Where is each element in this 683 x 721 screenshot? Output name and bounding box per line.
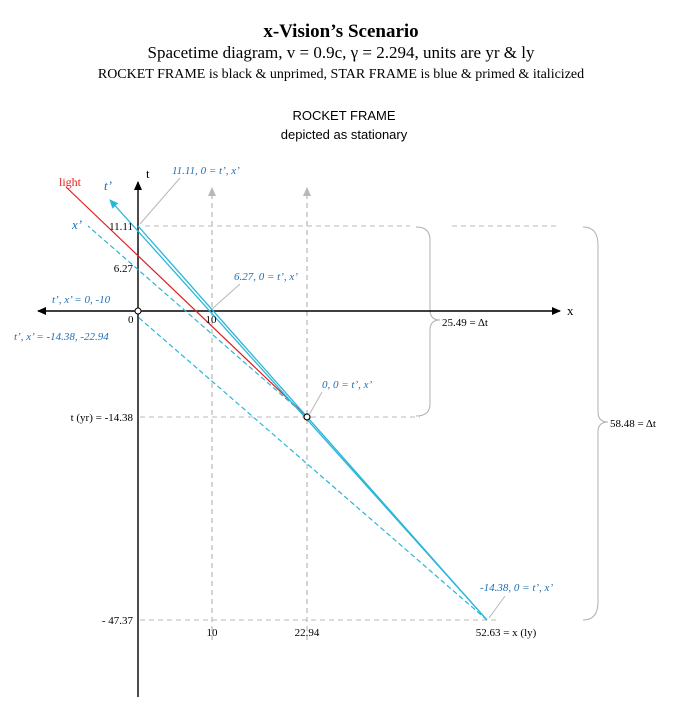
- t-tick-11-11: 11.11: [109, 221, 133, 233]
- x-tick-22-94: 22.94: [294, 627, 320, 639]
- star-line-to-11-11: [138, 226, 487, 620]
- diagram-subtitle: Spacetime diagram, v = 0.9c, γ = 2.294, units are yr & ly: [147, 43, 535, 62]
- frame-legend: ROCKET FRAME is black & unprimed, STAR FRAME is blue & primed & italicized: [97, 67, 585, 82]
- x-axis-crossing-10: 10: [205, 314, 217, 326]
- diagram-title: x-Vision’s Scenario: [263, 21, 419, 42]
- event-label-11-11: 11.11, 0 = t’, x’: [172, 165, 240, 177]
- t-axis-label: t: [146, 166, 150, 181]
- interval-label-58-48: 58.48 = Δt: [610, 418, 656, 430]
- event-label-0-0: 0, 0 = t’, x’: [322, 379, 373, 391]
- x-tick-10: 10: [206, 627, 218, 639]
- origin-label: 0: [128, 314, 134, 326]
- origin-event: [135, 308, 141, 314]
- leader-minus-14-38: [489, 596, 505, 618]
- t-tick-minus-14-38: t (yr) = -14.38: [70, 412, 133, 424]
- light-label: light: [59, 175, 82, 189]
- event-label-6-27: 6.27, 0 = t’, x’: [234, 271, 298, 283]
- stationary-label: depicted as stationary: [280, 127, 408, 142]
- brace-25-49: [416, 227, 440, 416]
- interval-label-25-49: 25.49 = Δt: [442, 317, 488, 329]
- rocket-frame-label: ROCKET FRAME: [292, 108, 396, 123]
- t-prime-label: t’: [104, 178, 112, 193]
- t-tick-minus-47-37: - 47.37: [101, 615, 133, 627]
- event-label-x-prime-minus-22-94: t’, x’ = -14.38, -22.94: [14, 331, 109, 343]
- brace-58-48: [583, 227, 608, 620]
- x-prime-axis: [88, 226, 307, 417]
- x-tick-52-63: 52.63 = x (ly): [475, 627, 537, 639]
- event-label-x-prime-minus-10: t’, x’ = 0, -10: [52, 294, 111, 306]
- x-prime-line-lower: [138, 317, 487, 620]
- leader-6-27: [212, 284, 240, 309]
- x-axis-label: x: [567, 303, 574, 318]
- leader-11-11: [140, 178, 180, 224]
- leader-0-0: [309, 392, 322, 415]
- x-prime-label: x’: [72, 217, 83, 232]
- t-tick-6-27: 6.27: [113, 263, 133, 275]
- event-label-minus-14-38: -14.38, 0 = t’, x’: [480, 582, 554, 594]
